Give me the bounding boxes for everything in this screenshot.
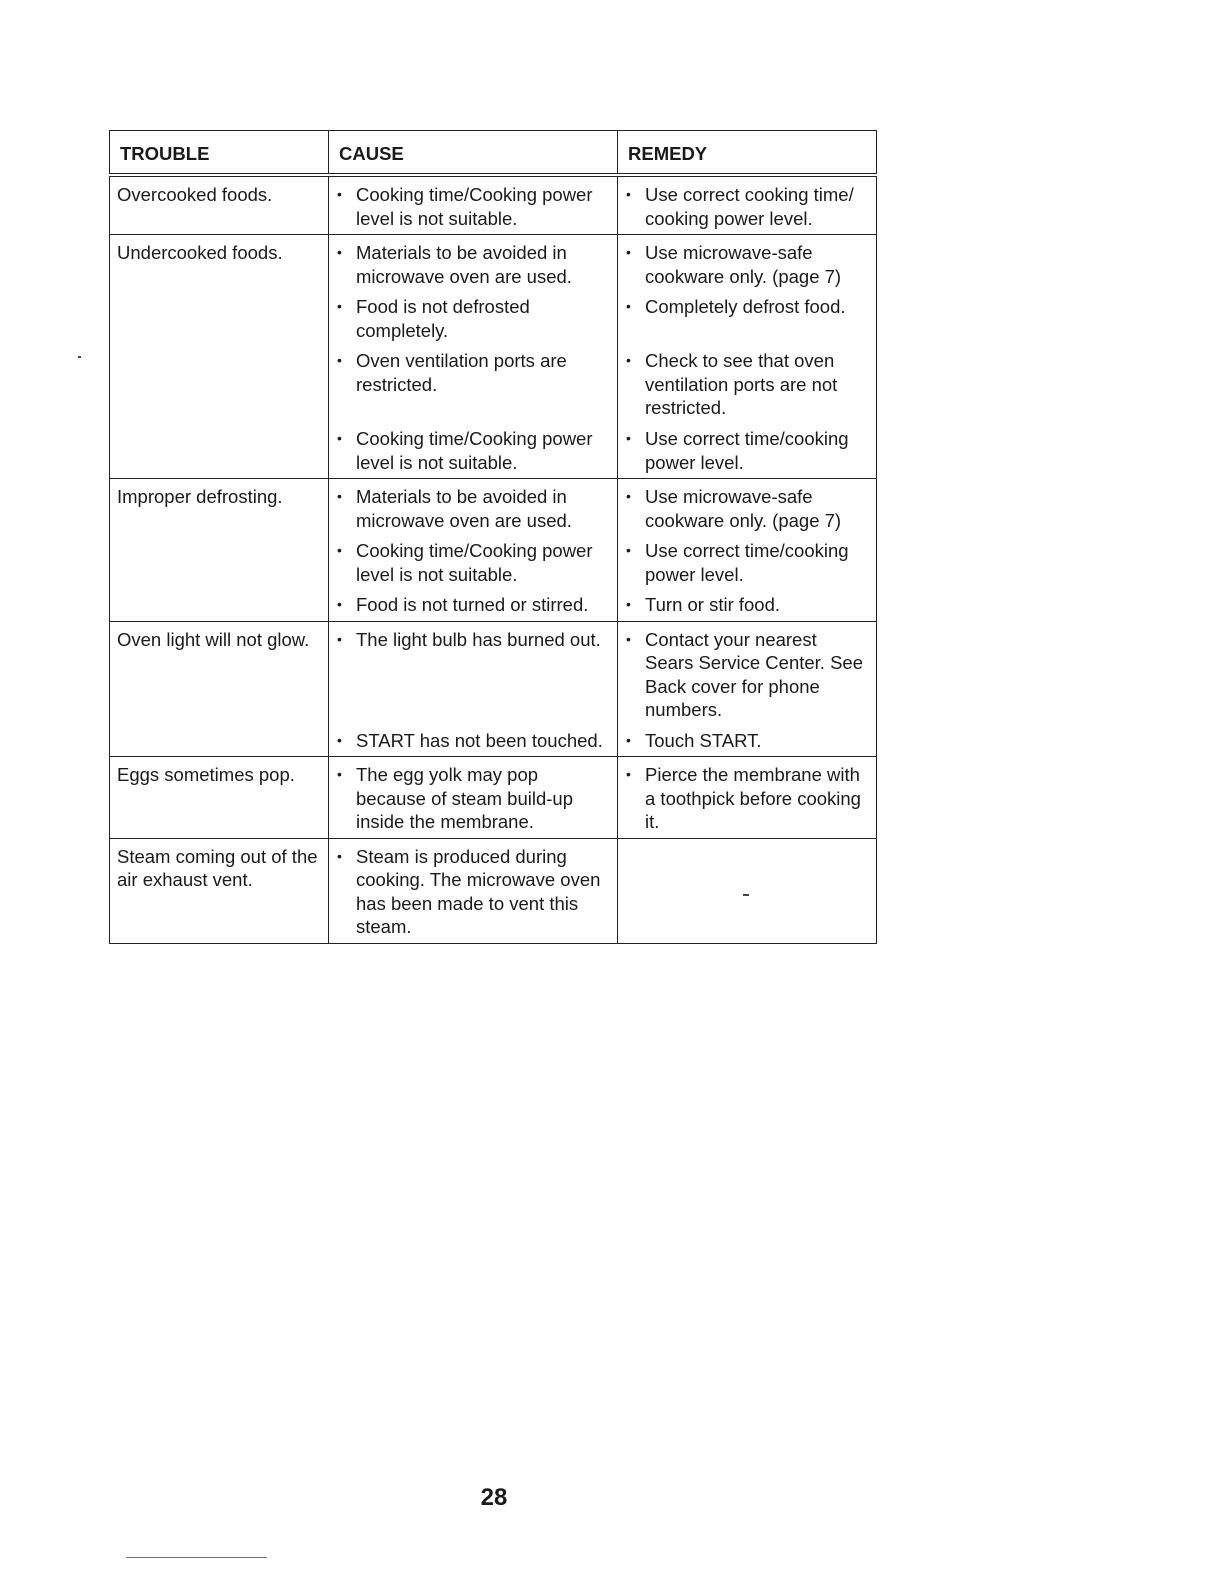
- bullet-icon: •: [626, 766, 631, 782]
- cause-text: Oven ventilation ports are restricted.: [356, 350, 567, 395]
- list-item: [625, 763, 870, 834]
- table-row: [110, 621, 877, 757]
- remedy-text: Touch START.: [645, 729, 762, 751]
- remedy-text: Completely defrost food.: [645, 296, 846, 317]
- remedy-cell: [618, 175, 877, 235]
- cause-text: Food is not turned or stirred.: [356, 594, 589, 615]
- bullet-icon: •: [337, 847, 342, 864]
- cause-cell: [329, 479, 618, 622]
- cause-text: Cooking time/Cooking power level is not suitable.: [356, 184, 593, 229]
- table-row: [110, 175, 877, 235]
- bullet-icon: •: [337, 244, 342, 260]
- list-item: [336, 593, 611, 617]
- list-item: [625, 485, 870, 532]
- list-item: [336, 241, 611, 288]
- cause-text: Steam is produced during cooking. The microwave oven has been made to vent this steam.: [356, 845, 601, 937]
- remedy-text: Contact your nearest Sears Service Center. See Back cover for phone numbers.: [645, 628, 863, 720]
- stray-dash-mark: [743, 894, 749, 896]
- table-row: [110, 838, 877, 943]
- bullet-icon: •: [626, 731, 631, 748]
- table-header-row: [110, 131, 877, 176]
- stray-mark: [78, 356, 81, 358]
- list-item: [625, 427, 870, 474]
- header-remedy: REMEDY: [618, 131, 877, 176]
- remedy-text: Use microwave-safe cookware only. (page 7): [645, 486, 842, 531]
- list-item: [625, 349, 870, 420]
- list-item: [336, 427, 611, 474]
- bullet-icon: •: [626, 430, 631, 446]
- cause-text: The light bulb has burned out.: [356, 628, 601, 650]
- trouble-cell: Overcooked foods.: [110, 175, 329, 235]
- bullet-icon: •: [337, 596, 342, 612]
- header-cause: CAUSE: [329, 131, 618, 176]
- remedy-cell-empty: [618, 838, 877, 943]
- footer-rule: [126, 1557, 267, 1558]
- cause-cell: [329, 838, 618, 943]
- bullet-icon: •: [626, 630, 631, 647]
- list-item: [336, 295, 611, 342]
- list-item: [336, 845, 611, 939]
- remedy-text: Pierce the membrane with a toothpick before cooking it.: [645, 764, 861, 832]
- list-item: [625, 593, 870, 617]
- cause-text: START has not been touched.: [356, 729, 603, 751]
- bullet-icon: •: [337, 298, 342, 314]
- list-item: [336, 183, 611, 230]
- bullet-icon: •: [337, 731, 342, 748]
- cause-cell: [329, 757, 618, 839]
- cause-text: Materials to be avoided in microwave oven are used.: [356, 486, 572, 531]
- list-item: [625, 628, 870, 722]
- bullet-icon: •: [626, 298, 631, 314]
- trouble-cell: Steam coming out of the air exhaust vent.: [110, 838, 329, 943]
- cause-text: Food is not defrosted completely.: [356, 296, 530, 341]
- list-item: [336, 349, 611, 420]
- list-item: [336, 729, 611, 753]
- bullet-icon: •: [337, 186, 342, 202]
- bullet-icon: •: [626, 596, 631, 612]
- list-item: [625, 295, 870, 342]
- troubleshooting-table: [109, 130, 877, 944]
- bullet-icon: •: [626, 244, 631, 260]
- remedy-text: Turn or stir food.: [645, 594, 781, 615]
- remedy-text: Check to see that oven ventilation ports are not restricted.: [645, 350, 838, 418]
- remedy-cell: [618, 235, 877, 479]
- cause-text: Cooking time/Cooking power level is not suitable.: [356, 428, 593, 473]
- remedy-cell: [618, 479, 877, 622]
- cause-text: Materials to be avoided in microwave oven are used.: [356, 242, 572, 287]
- bullet-icon: •: [337, 352, 342, 368]
- bullet-icon: •: [626, 488, 631, 504]
- remedy-text: Use microwave-safe cookware only. (page 7): [645, 242, 842, 287]
- bullet-icon: •: [337, 766, 342, 782]
- list-item: [336, 763, 611, 834]
- trouble-cell: Improper defrosting.: [110, 479, 329, 622]
- remedy-cell: [618, 621, 877, 757]
- bullet-icon: •: [337, 630, 342, 647]
- table-row: [110, 479, 877, 622]
- trouble-cell: Oven light will not glow.: [110, 621, 329, 757]
- bullet-icon: •: [626, 352, 631, 368]
- list-item: [625, 729, 870, 753]
- list-item: [625, 183, 870, 230]
- list-item: [336, 485, 611, 532]
- cause-text: Cooking time/Cooking power level is not suitable.: [356, 540, 593, 585]
- cause-cell: [329, 621, 618, 757]
- bullet-icon: •: [337, 430, 342, 446]
- bullet-icon: •: [626, 186, 631, 202]
- cause-cell: [329, 235, 618, 479]
- remedy-text: Use correct time/cooking power level.: [645, 540, 849, 585]
- table-row: [110, 757, 877, 839]
- list-item: [625, 539, 870, 586]
- bullet-icon: •: [337, 488, 342, 504]
- table-row: [110, 235, 877, 479]
- cause-text: The egg yolk may pop because of steam build-up inside the membrane.: [356, 764, 573, 832]
- bullet-icon: •: [337, 542, 342, 558]
- remedy-text: Use correct time/cooking power level.: [645, 428, 849, 473]
- trouble-cell: Undercooked foods.: [110, 235, 329, 479]
- trouble-cell: Eggs sometimes pop.: [110, 757, 329, 839]
- remedy-text: Use correct cooking time/ cooking power level.: [645, 184, 854, 229]
- page-number: 28: [480, 1484, 508, 1511]
- cause-cell: [329, 175, 618, 235]
- bullet-icon: •: [626, 542, 631, 558]
- list-item: [336, 628, 611, 722]
- list-item: [625, 241, 870, 288]
- remedy-cell: [618, 757, 877, 839]
- header-trouble: TROUBLE: [110, 131, 329, 176]
- list-item: [336, 539, 611, 586]
